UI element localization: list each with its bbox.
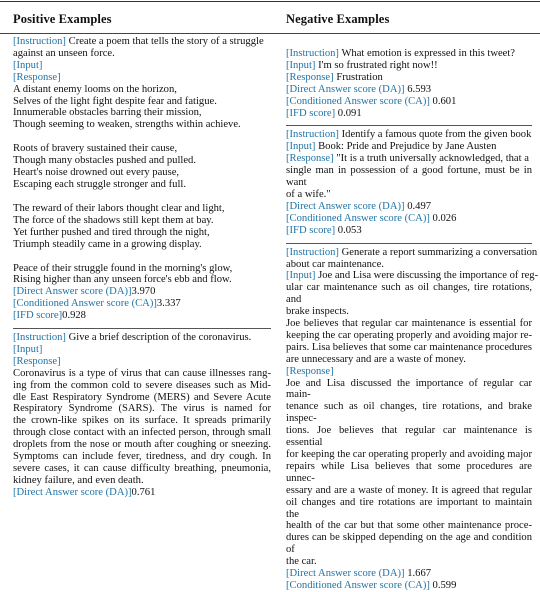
instruction-text: What emotion is expressed in this tweet? [341,48,516,59]
input-text: I'm so frustrated right now!! [318,59,438,71]
negative-examples-header: Negative Examples [286,12,390,26]
response-text: Frustration [336,71,383,83]
positive-example-1 [13,36,271,322]
poem-line: Peace of their struggle found in the morning's glow, [13,262,233,274]
poem-line: The force of the shadows still kept them at bay. [13,214,214,226]
score-label: [IFD score] [286,224,336,236]
response-line: ing from the common cold to severe diseases such as Mid- [13,379,271,391]
example-separator [286,125,532,126]
poem-line: Heart's noise drowned out every pause, [13,167,180,179]
score-label: [Conditioned Answer score (CA)] [286,212,430,224]
negative-example-1 [286,48,532,119]
poem-line: Selves of the light fight despite fear and fatigue. [13,95,217,107]
input-line: ular car maintenance such as oil changes, tire rotations, and [286,282,532,306]
response-line: Respiratory Syndrome (SARS). The virus is named for [13,403,271,415]
response-line: kidney failure, and even death. [13,474,144,486]
score-label: [IFD score] [286,107,336,119]
response-line: for keeping the car operating properly and avoiding major [286,449,532,460]
poem-line: A distant enemy looms on the horizon, [13,83,177,95]
input-line: keeping the car operating properly and avoiding major re- [286,329,532,341]
response-line: dures can be skipped depending on the age and condition of [286,532,532,556]
response-line: severe cases, it can cause difficulty breathing, pneumonia, [13,463,271,474]
poem-line: Roots of bravery sustained their cause, [13,143,178,155]
response-line: oil changes and tire rotations are important to maintain the [286,496,532,520]
score-label: [IFD score] [13,310,63,322]
score-value: 0.601 [432,95,457,107]
score-label: [Direct Answer score (DA)] [286,83,405,95]
table-top-rule [0,1,540,2]
response-line: the crown-like spikes on its surface. It spreads primarily [13,415,271,427]
response-line: tions. Joe believes that regular car maintenance is essential [286,425,532,449]
response-tag: [Response] [286,71,334,83]
response-line: the car. [286,556,317,568]
example-separator [286,243,532,244]
score-value: 3.337 [156,298,181,310]
score-label: [Conditioned Answer score (CA)] [286,95,430,107]
instruction-text: against an unseen force. [13,47,115,59]
response-tag: [Response] [286,365,334,377]
positive-column [13,36,271,499]
response-line: through close contact with an infected person, through small [13,427,271,439]
response-line: Coronavirus is a type of virus that can cause illnesses rang- [13,367,271,379]
response-line: dle East Respiratory Syndrome (MERS) and Severe Acute [13,391,271,403]
score-value: 3.970 [131,286,156,298]
score-label: [Conditioned Answer score (CA)] [286,579,430,591]
response-line: single man in possession of a good fortune, must be in want [286,165,532,189]
score-value: 0.761 [131,486,156,498]
response-tag: [Response] [13,71,61,83]
negative-example-2 [286,129,532,236]
instruction-text: Generate a report summarizing a conversation [341,246,538,258]
score-value: 0.053 [337,224,362,236]
score-value: 1.667 [407,568,432,580]
poem-line: Triumph steadily came in a growing display. [13,238,202,250]
response-line: of a wife." [286,188,331,200]
instruction-tag: [Instruction] [286,129,339,141]
response-line: repairs while Lisa believes that some procedures are unnec- [286,460,532,484]
input-line: Joe believes that regular car maintenance is essential for [286,318,532,330]
score-value: 6.593 [407,83,432,95]
poem-line: Though many obstacles pushed and pulled. [13,155,197,167]
score-label: [Direct Answer score (DA)] [286,200,405,212]
response-line: Joe and Lisa discussed the importance of regular car main- [286,377,532,401]
instruction-tag: [Instruction] [286,246,339,258]
negative-example-3 [286,246,539,592]
response-line: droplets from the nose or mouth after coughing or sneezing. [13,439,271,451]
input-line: brake inspects. [286,306,349,318]
input-line: pairs. Lisa believes that some car maintenance procedures [286,341,532,353]
response-line: Symptoms can include fever, tiredness, and dry cough. In [13,451,271,463]
input-line: are unnecessary and are a waste of money. [286,353,466,365]
instruction-text: about car maintenance. [286,258,384,270]
positive-examples-header: Positive Examples [13,12,112,26]
poem-line: Though seeming to weaken, strengths within achieve. [13,119,241,131]
input-tag: [Input] [286,270,316,282]
table-header [0,4,540,32]
score-label: [Conditioned Answer score (CA)] [13,298,157,310]
response-line: essary and are a waste of money. It is agreed that regular [286,484,532,496]
score-label: [Direct Answer score (DA)] [13,486,132,498]
instruction-text: Give a brief description of the coronavirus. [68,332,252,344]
poem-line: The reward of their labors thought clear and light, [13,202,225,214]
input-text: Book: Pride and Prejudice by Jane Austen [318,141,497,153]
response-line: tenance such as oil changes, tire rotations, and brake inspec- [286,401,532,425]
input-tag: [Input] [286,141,316,153]
poem-line: Escaping each struggle stronger and full. [13,178,186,190]
input-tag: [Input] [13,343,43,355]
score-value: 0.599 [432,579,457,591]
score-value: 0.026 [432,212,457,224]
response-tag: [Response] [13,355,61,367]
score-value: 0.928 [62,310,86,322]
poem-line: Rising higher than any unseen force's ebb and flow. [13,274,232,286]
response-line: health of the car but that some other maintenance proce- [286,520,532,532]
score-value: 0.091 [337,107,362,119]
response-tag: [Response] [286,153,334,165]
instruction-tag: [Instruction] [286,48,339,59]
instruction-text: Identify a famous quote from the given book [341,129,532,141]
poem-line: Innumerable obstacles barring their mission, [13,107,202,119]
input-line: Joe and Lisa were discussing the importance of reg- [318,270,539,282]
poem-line: Yet further pushed and tired through the night, [13,226,210,238]
instruction-tag: [Instruction] [13,36,66,47]
score-label: [Direct Answer score (DA)] [13,286,132,298]
score-value: 0.497 [407,200,432,212]
negative-column [286,36,539,592]
header-rule [0,33,540,34]
input-tag: [Input] [286,59,316,71]
instruction-text: Create a poem that tells the story of a struggle [68,36,264,47]
response-line: "It is a truth universally acknowledged, that a [336,153,529,165]
input-tag: [Input] [13,59,43,71]
score-label: [Direct Answer score (DA)] [286,568,405,580]
instruction-tag: [Instruction] [13,332,66,344]
example-separator [13,328,271,329]
positive-example-2 [13,332,271,499]
